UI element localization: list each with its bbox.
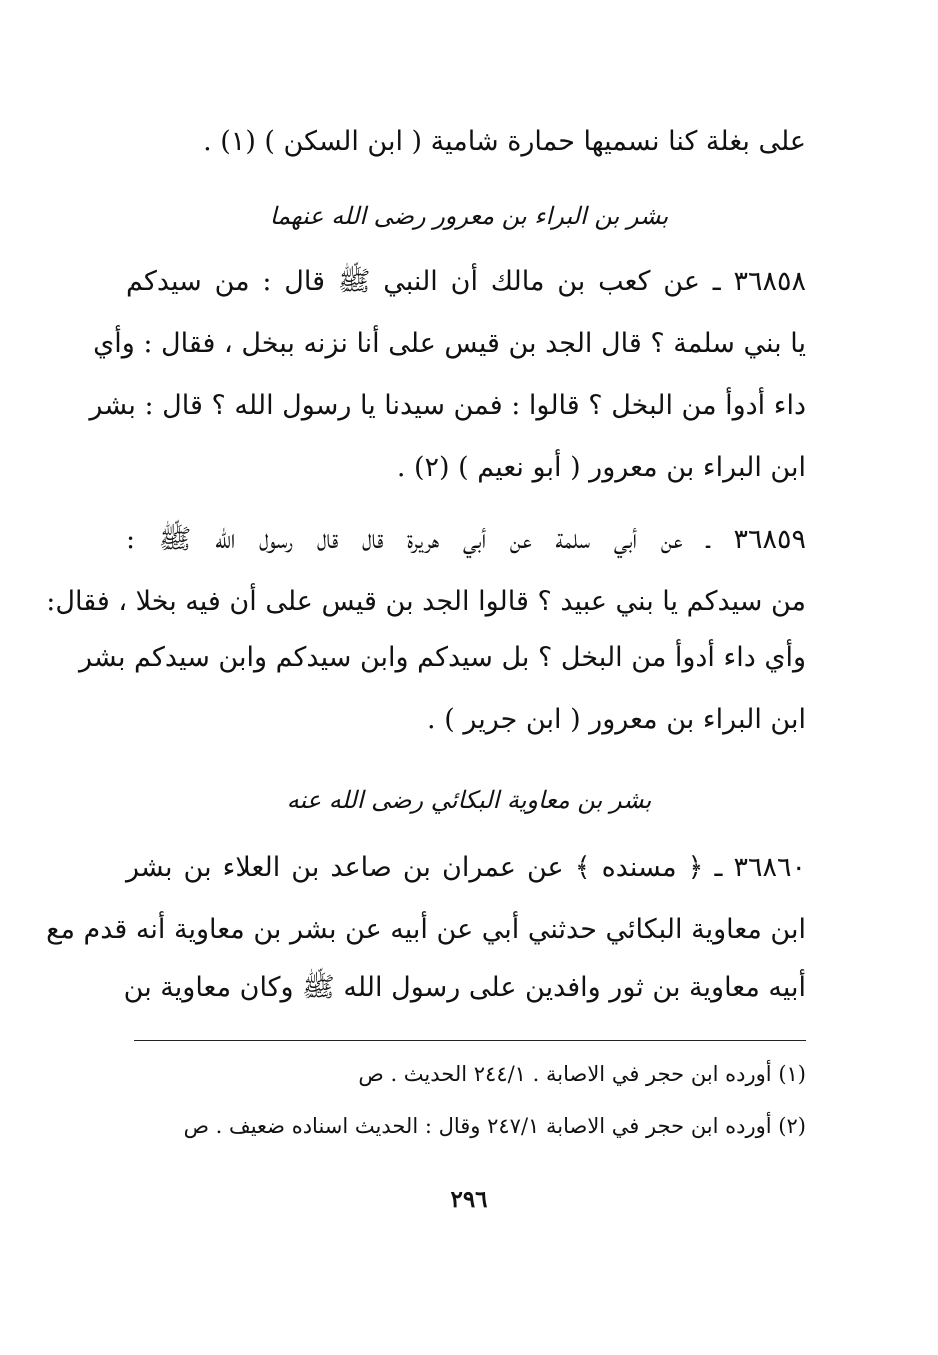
hadith-36859-line-2: من سيدكم يا بني عبيد ؟ قالوا الجد بن قيس على أن فيه بخلا ، فقال: <box>46 586 806 617</box>
hadith-36859-line-3: وأي داء أدوأ من البخل ؟ بل سيدكم وابن سيدكم وابن سيدكم بشر <box>78 642 806 673</box>
hadith-36860-line-2: ابن معاوية البكائي حدثني أبي عن أبيه عن بشر بن معاوية أنه قدم مع <box>46 914 806 945</box>
hadith-36858-line-4: ابن البراء بن معرور ( أبو نعيم ) (٢) . <box>396 452 806 483</box>
page-number: ٢٩٦ <box>450 1186 488 1213</box>
hadith-36858-line-1: ٣٦٨٥٨ ـ عن كعب بن مالك أن النبي ﷺ قال : من سيدكم <box>126 266 806 297</box>
hadith-36859-line-1: ٣٦٨٥٩ ـ عن أبي سلمة عن أبي هريرة قال قال رسول الله ﷺ : <box>126 524 806 555</box>
footnote-2: (٢) أورده ابن حجر في الاصابة ٢٤٧/١ وقال : الحديث اسناده ضعيف . ص <box>183 1114 806 1138</box>
hadith-36858-line-2: يا بني سلمة ؟ قال الجد بن قيس على أنا نزنه ببخل ، فقال : وأي <box>93 328 806 359</box>
hadith-36860-line-3: أبيه معاوية بن ثور وافدين على رسول الله ﷺ وكان معاوية بن <box>123 972 806 1003</box>
section-heading-bishr-ibn-muawiya: بشر بن معاوية البكائي رضى الله عنه <box>286 786 652 814</box>
footnote-1: (١) أورده ابن حجر في الاصابة . ٢٤٤/١ الحديث . ص <box>358 1062 806 1086</box>
hadith-36860-line-1: ٣٦٨٦٠ ـ ﴿ مسنده ﴾ عن عمران بن صاعد بن العلاء بن بشر <box>126 852 806 883</box>
hadith-36858-line-3: داء أدوأ من البخل ؟ قالوا : فمن سيدنا يا رسول الله ؟ قال : بشر <box>89 390 806 421</box>
hadith-36859-line-4: ابن البراء بن معرور ( ابن جرير ) . <box>427 704 806 735</box>
section-heading-bishr-ibn-al-bara: بشر بن البراء بن معرور رضى الله عنهما <box>269 202 669 230</box>
footnote-divider <box>134 1040 806 1041</box>
intro-line: على بغلة كنا نسميها حمارة شامية ( ابن السكن ) (١) . <box>203 126 806 157</box>
